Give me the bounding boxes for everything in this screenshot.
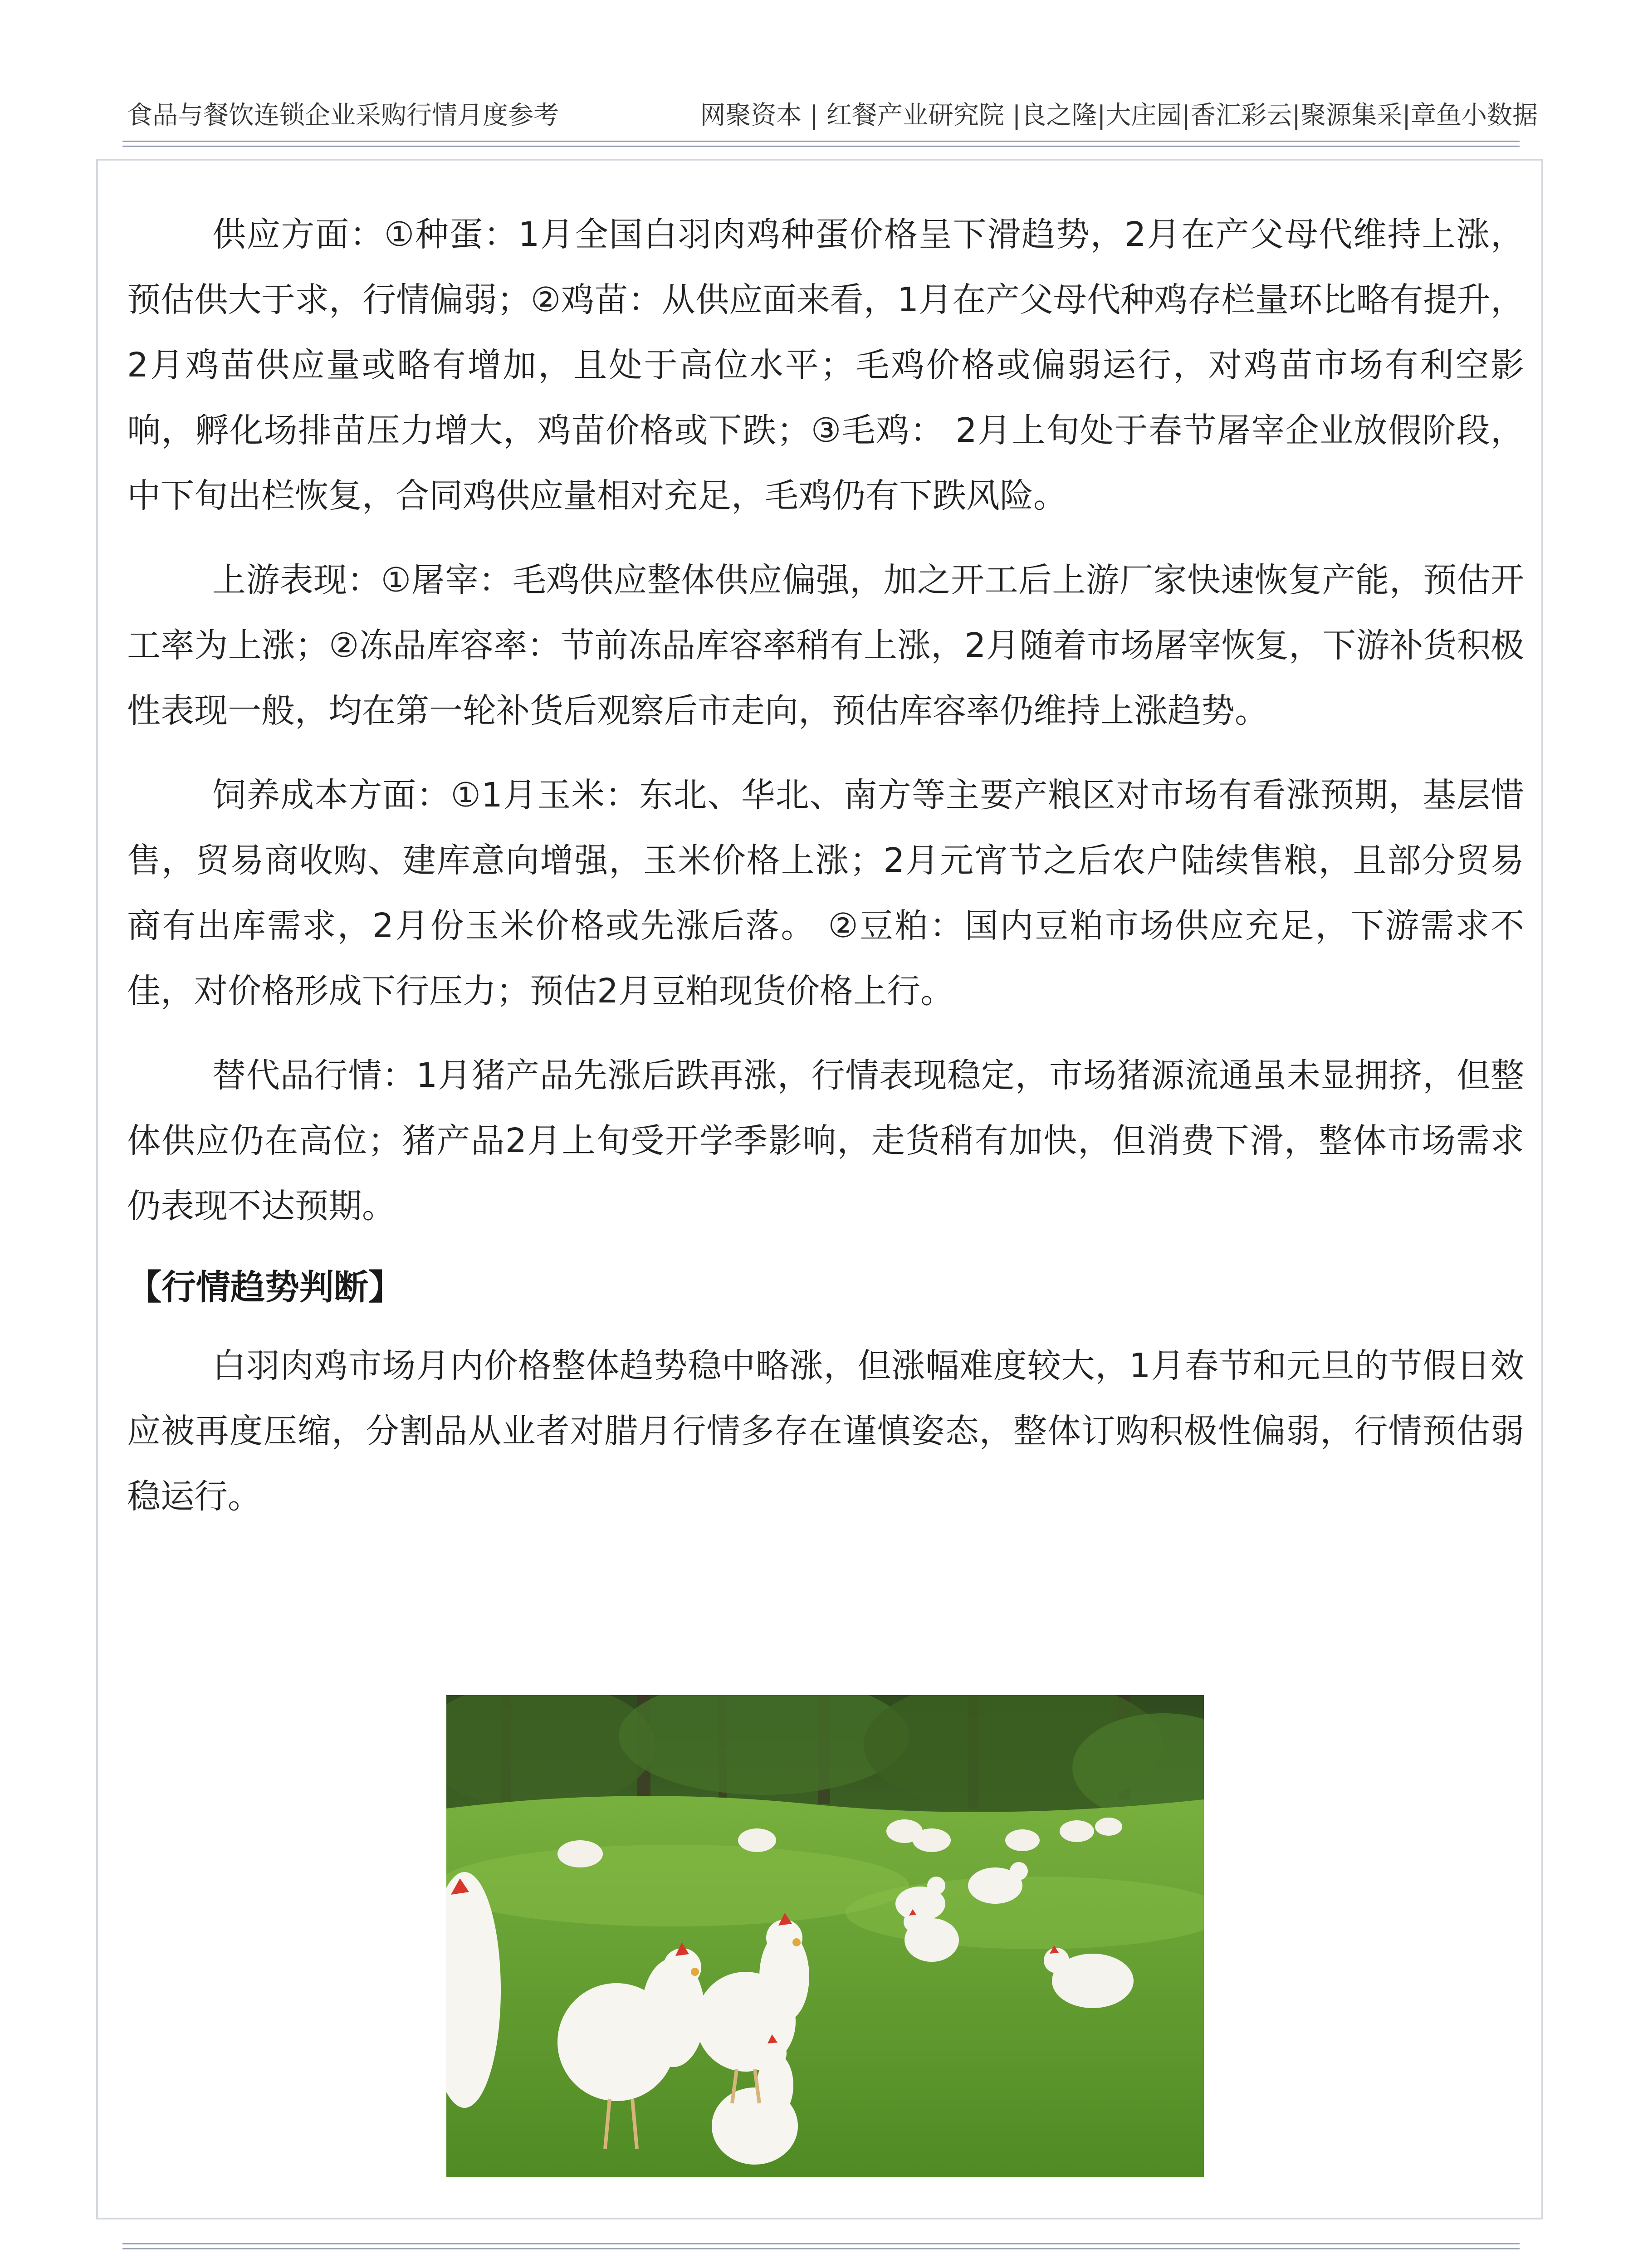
header-title: 食品与餐饮连锁企业采购行情月度参考 (127, 101, 559, 130)
trend-heading: 【行情趋势判断】 (127, 1267, 403, 1307)
header-divider (122, 141, 1520, 147)
substitutes-paragraph: 替代品行情：1月猪产品先涨后跌再涨，行情表现稳定，市场猪源流通虽未显拥挤，但整体供应仍在高位；猪产品2月上旬受开学季影响，走货稍有加快，但消费下滑，整体市场需求仍表现不达预期。 (127, 1056, 1524, 1226)
upstream-paragraph: 上游表现：①屠宰：毛鸡供应整体供应偏强，加之开工后上游厂家快速恢复产能，预估开工率为上涨；②冻品库容率：节前冻品库容率稍有上涨，2月随着市场屠宰恢复，下游补货积极性表现一般，均在第一轮补货后观察后市走向，预估库容率仍维持上涨趋势。 (127, 561, 1524, 730)
footer-divider (122, 2243, 1520, 2249)
header-sources: 网聚资本 | 红餐产业研究院 |良之隆|大庄园|香汇彩云|聚源集采|章鱼小数据 (700, 101, 1538, 130)
supply-paragraph: 供应方面：①种蛋：1月全国白羽肉鸡种蛋价格呈下滑趋势，2月在产父母代维持上涨，预估供大于求，行情偏弱；②鸡苗：从供应面来看，1月在产父母代种鸡存栏量环比略有提升，2月鸡苗供应量或略有增加，且处于高位水平；毛鸡价格或偏弱运行，对鸡苗市场有利空影响，孵化场排苗压力增大，鸡苗价格或下跌；③毛鸡： 2月上旬处于春节屠宰企业放假阶段，中下旬出栏恢复，合同鸡供应量相对充足，毛鸡仍有下跌风险。 (127, 215, 1524, 515)
chickens-photo (446, 1695, 1204, 2177)
trend-paragraph: 白羽肉鸡市场月内价格整体趋势稳中略涨，但涨幅难度较大，1月春节和元旦的节假日效应被再度压缩，分割品从业者对腊月行情多存在谨慎姿态，整体订购积极性偏弱，行情预估弱稳运行。 (127, 1346, 1524, 1516)
article-body (127, 202, 1524, 1548)
feed-cost-paragraph: 饲养成本方面：①1月玉米：东北、华北、南方等主要产粮区对市场有看涨预期，基层惜售，贸易商收购、建库意向增强，玉米价格上涨；2月元宵节之后农户陆续售粮，且部分贸易商有出库需求，2月份玉米价格或先涨后落。 ②豆粕：国内豆粕市场供应充足，下游需求不佳，对价格形成下行压力；预估2月豆粕现货价格上行。 (127, 776, 1524, 1011)
